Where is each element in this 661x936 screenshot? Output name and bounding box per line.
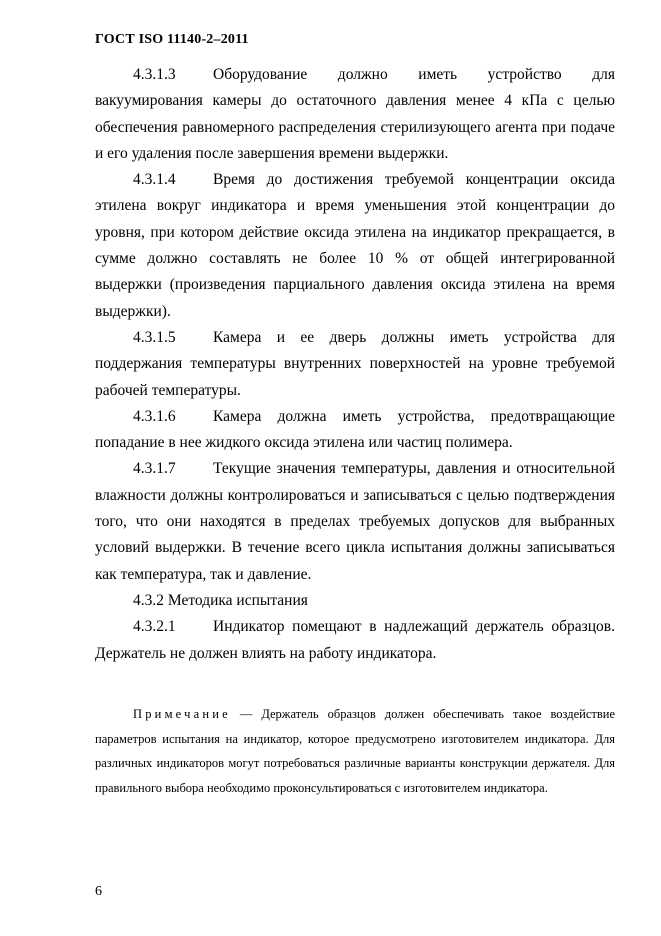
clause-text: Текущие значения температуры, давления и относительной влажности должны контролироваться и записываться с целью подтверждения того, что они находятся в пределах требуемых допусков для выбранных условий выдержки. В течение всего цикла испытания должны записываться как температура, так и давление. bbox=[95, 460, 615, 583]
note-label: Примечание bbox=[133, 707, 231, 721]
clause-text: Индикатор помещают в надлежащий держатель образцов. Держатель не должен влиять на работу индикатора. bbox=[95, 618, 615, 662]
section-heading-4-3-2 bbox=[95, 588, 615, 614]
section-heading-text: 4.3.2 Методика испытания bbox=[133, 591, 308, 609]
clause-text: Камера и ее дверь должны иметь устройства для поддержания температуры внутренних поверхностей на уровне требуемой рабочей температуры. bbox=[95, 328, 615, 399]
clause-number: 4.3.2.1 bbox=[133, 618, 176, 636]
note-text: Держатель образцов должен обеспечивать такое воздействие параметров испытания на индикатор, которое предусмотрено изготовителем индикатора. Для различных индикаторов могут потребоваться различные варианты конструкции держателя. Для правильного выбора необходимо проконсультироваться с изготовителем индикатора. bbox=[95, 707, 615, 795]
note-dash: — bbox=[230, 707, 262, 721]
note-block bbox=[95, 702, 615, 800]
clause-number: 4.3.1.3 bbox=[133, 66, 176, 83]
clause-4-3-1-7 bbox=[95, 456, 615, 587]
page-number: 6 bbox=[95, 884, 102, 899]
document-header: ГОСТ ISO 11140-2–2011 bbox=[95, 32, 249, 47]
clause-number: 4.3.1.4 bbox=[133, 171, 176, 189]
clause-number: 4.3.1.6 bbox=[133, 407, 176, 425]
clause-text: Время до достижения требуемой концентрации оксида этилена вокруг индикатора и время уменьшения этой концентрации до уровня, при котором действие оксида этилена на индикатор прекращается, в сумме должно составлять не более 10 % от общей интегрированной выдержки (произведения парциального давления оксида этилена на время выдержки). bbox=[95, 171, 615, 320]
clause-number: 4.3.1.7 bbox=[133, 460, 176, 478]
clause-4-3-1-5 bbox=[95, 325, 615, 404]
clause-text: Камера должна иметь устройства, предотвращающие попадание в нее жидкого оксида этилена или частиц полимера. bbox=[95, 407, 615, 452]
clause-4-3-1-3 bbox=[95, 62, 615, 167]
clause-4-3-1-4 bbox=[95, 167, 615, 325]
clause-4-3-1-6 bbox=[95, 404, 615, 457]
main-text bbox=[95, 62, 615, 667]
clause-number: 4.3.1.5 bbox=[133, 328, 176, 346]
clause-text: Оборудование должно иметь устройство для вакуумирования камеры до остаточного давления менее 4 кПа с целью обеспечения равномерного распределения стерилизующего агента при подаче и его удаления после завершения времени выдержки. bbox=[95, 66, 615, 162]
clause-4-3-2-1 bbox=[95, 614, 615, 667]
